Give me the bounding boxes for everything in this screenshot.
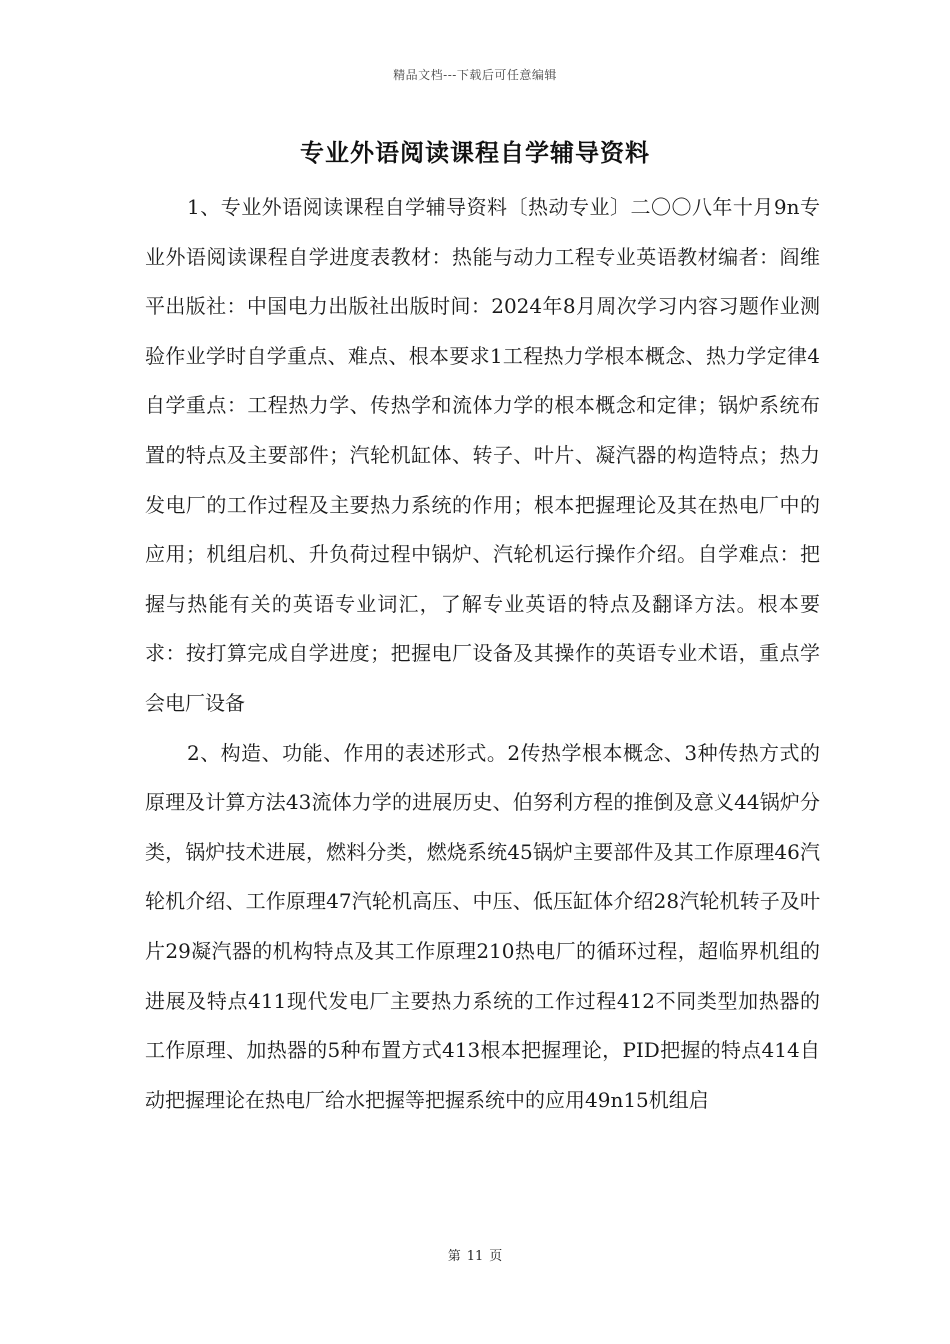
page-label-prefix: 第 [447,1249,461,1264]
page-label-suffix: 页 [489,1249,503,1264]
paragraph-1: 1、专业外语阅读课程自学辅导资料〔热动专业〕二〇〇八年十月9n专业外语阅读课程自学进度表教材：热能与动力工程专业英语教材编者：阎维平出版社：中国电力出版社出版时间：2024年8月周次学习内容习题作业测验作业学时自学重点、难点、根本要求1工程热力学根本概念、热力学定律4自学重点：工程热力学、传热学和流体力学的根本概念和定律；锅炉系统布置的特点及主要部件；汽轮机缸体、转子、叶片、凝汽器的构造特点；热力发电厂的工作过程及主要热力系统的作用；根本把握理论及其在热电厂中的应用；机组启机、升负荷过程中锅炉、汽轮机运行操作介绍。自学难点：把握与热能有关的英语专业词汇，了解专业英语的特点及翻译方法。根本要求：按打算完成自学进度；把握电厂设备及其操作的英语专业术语，重点学会电厂设备 [145,195,820,715]
document-body [145,183,820,1125]
header-note: 精品文档---下载后可任意编辑 [393,68,557,82]
page-number: 11 [466,1249,484,1264]
document-title: 专业外语阅读课程自学辅导资料 [300,138,650,167]
paragraph-2: 2、构造、功能、作用的表述形式。2传热学根本概念、3种传热方式的原理及计算方法43流体力学的进展历史、伯努利方程的推倒及意义44锅炉分类，锅炉技术进展，燃料分类，燃烧系统45锅炉主要部件及其工作原理46汽轮机介绍、工作原理47汽轮机高压、中压、低压缸体介绍28汽轮机转子及叶片29凝汽器的机构特点及其工作原理210热电厂的循环过程，超临界机组的进展及特点411现代发电厂主要热力系统的工作过程412不同类型加热器的工作原理、加热器的5种布置方式413根本把握理论，PID把握的特点414自动把握理论在热电厂给水把握等把握系统中的应用49n15机组启 [145,740,820,1112]
page-footer [0,1245,950,1264]
